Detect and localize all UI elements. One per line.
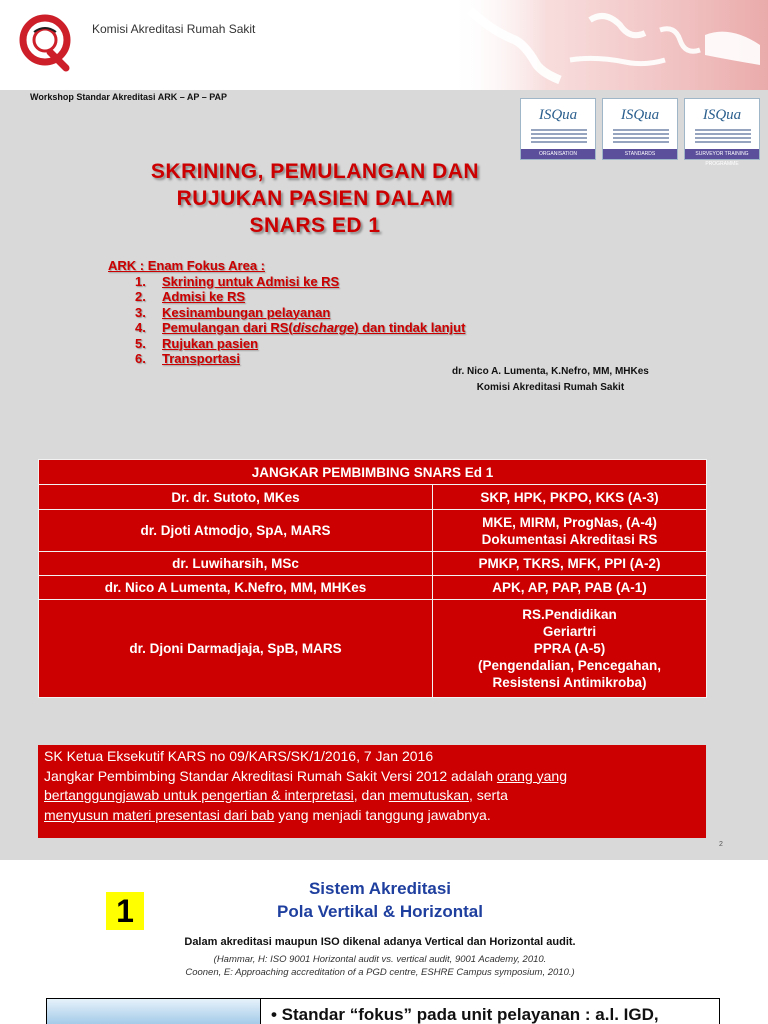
indonesia-map-art <box>450 0 768 90</box>
isqua-badge-organisation <box>520 98 596 160</box>
sk-decree-box <box>38 745 706 838</box>
area-line: Resistensi Antimikroba) <box>492 675 647 690</box>
table-cell-areas <box>433 485 707 510</box>
table-cell-name: dr. Luwiharsih, MSc <box>39 552 433 576</box>
table-header-row <box>39 460 707 485</box>
workshop-label: Workshop Standar Akreditasi ARK – AP – PAP <box>30 92 228 102</box>
focus-area-number: 1. <box>135 273 146 289</box>
isqua-caption: ORGANISATION <box>521 149 595 159</box>
isqua-stripe-icon <box>695 129 751 143</box>
sk-line-1: SK Ketua Eksekutif KARS no 09/KARS/SK/1/2016, 7 Jan 2016 <box>44 748 434 764</box>
isqua-brand: ISQua <box>620 107 660 123</box>
sk-text: yang menjadi tanggung jawabnya. <box>274 806 491 823</box>
focus-area-text: Rujukan pasien <box>162 335 259 351</box>
focus-area-text: Skrining untuk Admisi ke RS <box>162 273 340 289</box>
table-cell-name: dr. Nico A Lumenta, K.Nefro, MM, MHKes <box>39 576 433 600</box>
table-row <box>39 510 707 552</box>
isqua-stripe-icon <box>531 129 587 143</box>
table-cell-name: Dr. dr. Sutoto, MKes <box>39 485 433 510</box>
sk-line-3 <box>44 786 700 806</box>
header-band <box>0 0 768 90</box>
table-row <box>39 600 707 698</box>
isqua-badge-surveyor <box>684 98 760 167</box>
focus-area-heading: ARK : Enam Fokus Area : <box>108 258 265 273</box>
focus-area-item <box>135 351 465 367</box>
focus-area-item <box>135 274 465 290</box>
focus-standard-table <box>46 998 720 1024</box>
slide-title-line-3: SNARS ED 1 <box>249 214 381 237</box>
table-cell-gradient <box>47 999 261 1024</box>
presenter-name: dr. Nico A. Lumenta, K.Nefro, MM, MHKes <box>452 366 649 377</box>
slide-title <box>60 158 570 239</box>
sk-underlined: menyusun materi presentasi dari bab <box>44 806 275 823</box>
slide-2-references <box>60 953 700 979</box>
focus-area-number: 6. <box>135 351 146 366</box>
focus-area-number: 4. <box>135 320 146 335</box>
area-line: RS.Pendidikan <box>522 607 617 622</box>
focus-area-text: Pemulangan dari RS(discharge) dan tindak lanjut <box>162 320 466 335</box>
isqua-brand: ISQua <box>538 107 578 123</box>
sk-underlined: orang yang <box>496 767 567 784</box>
slide-number-badge: 1 <box>106 892 144 930</box>
page-number: 2 <box>719 841 723 848</box>
table-row <box>39 485 707 510</box>
focus-area-item <box>135 289 465 305</box>
focus-area-number: 3. <box>135 304 146 320</box>
isqua-stripe-icon <box>613 129 669 143</box>
slide-2-title-line-1: Sistem Akreditasi <box>308 879 452 898</box>
table-cell-areas <box>433 510 707 552</box>
sk-line-4 <box>44 806 700 826</box>
isqua-caption: SURVEYOR TRAINING PROGRAMME <box>685 149 759 159</box>
sk-text: Jangkar Pembimbing Standar Akreditasi Rumah Sakit Versi 2012 adalah <box>44 767 497 784</box>
area-line: APK, AP, PAP, PAB (A-1) <box>492 580 647 595</box>
reference-line: (Hammar, H: ISO 9001 Horizontal audit vs. vertical audit, 9001 Academy, 2010. <box>213 954 547 965</box>
sk-line-2 <box>44 767 700 787</box>
slide-2 <box>0 860 768 1024</box>
jangkar-table <box>38 459 707 698</box>
table-cell-areas <box>433 576 707 600</box>
sk-underlined: bertanggungjawab untuk pengertian & interpretasi <box>44 787 354 803</box>
reference-line: Coonen, E: Approaching accreditation of a PGD centre, ESHRE Campus symposium, 2010.) <box>185 967 575 978</box>
table-header: JANGKAR PEMBIMBING SNARS Ed 1 <box>39 460 707 485</box>
focus-area-item <box>135 305 465 321</box>
isqua-brand: ISQua <box>702 107 742 123</box>
presenter-org: Komisi Akreditasi Rumah Sakit <box>476 382 625 393</box>
table-cell-areas <box>433 552 707 576</box>
table-row <box>39 576 707 600</box>
org-name: Komisi Akreditasi Rumah Sakit <box>92 22 256 36</box>
focus-area-text: Kesinambungan pelayanan <box>162 304 331 320</box>
focus-area-items <box>108 274 465 367</box>
focus-area-text: Transportasi <box>162 351 241 366</box>
kars-logo <box>14 10 76 72</box>
focus-area-list <box>108 258 465 367</box>
area-line: Dokumentasi Akreditasi RS <box>481 531 658 547</box>
slide-title-line-1: SKRINING, PEMULANGAN DAN <box>150 160 480 183</box>
focus-area-item <box>135 336 465 352</box>
jangkar-table-wrap <box>38 459 707 698</box>
focus-area-text: Admisi ke RS <box>162 289 246 304</box>
sk-text: , serta <box>468 787 508 803</box>
area-line: PMKP, TKRS, MFK, PPI (A-2) <box>478 556 661 571</box>
sk-underlined: memutuskan <box>388 787 469 803</box>
slide-2-title <box>220 877 540 923</box>
table-cell-areas <box>433 600 707 698</box>
table-cell-name: dr. Djoti Atmodjo, SpA, MARS <box>39 510 433 552</box>
focus-area-item <box>135 320 465 336</box>
slide-2-description: Dalam akreditasi maupun ISO dikenal adanya Vertical dan Horizontal audit. <box>184 936 576 948</box>
area-line: MKE, MIRM, ProgNas, (A-4) <box>482 514 657 530</box>
area-line: Geriartri <box>542 624 597 639</box>
slide-title-line-2: RUJUKAN PASIEN DALAM <box>176 187 454 210</box>
sk-text: , dan <box>353 787 389 803</box>
area-line: (Pengendalian, Pencegahan, <box>477 658 662 673</box>
table-row <box>39 552 707 576</box>
isqua-caption: STANDARDS <box>603 149 677 159</box>
bullet-text: • Standar “fokus” pada unit pelayanan : a.l. IGD, <box>271 1005 659 1024</box>
table-cell-name: dr. Djoni Darmadjaja, SpB, MARS <box>39 600 433 698</box>
isqua-badge-standards <box>602 98 678 160</box>
presenter-block <box>452 364 649 396</box>
focus-area-number: 5. <box>135 335 146 351</box>
slide-2-title-line-2: Pola Vertikal & Horizontal <box>277 902 483 921</box>
discharge-emphasis: discharge <box>292 320 355 335</box>
area-line: SKP, HPK, PKPO, KKS (A-3) <box>480 489 659 505</box>
area-line: PPRA (A-5) <box>533 641 606 656</box>
focus-area-number: 2. <box>135 289 146 304</box>
